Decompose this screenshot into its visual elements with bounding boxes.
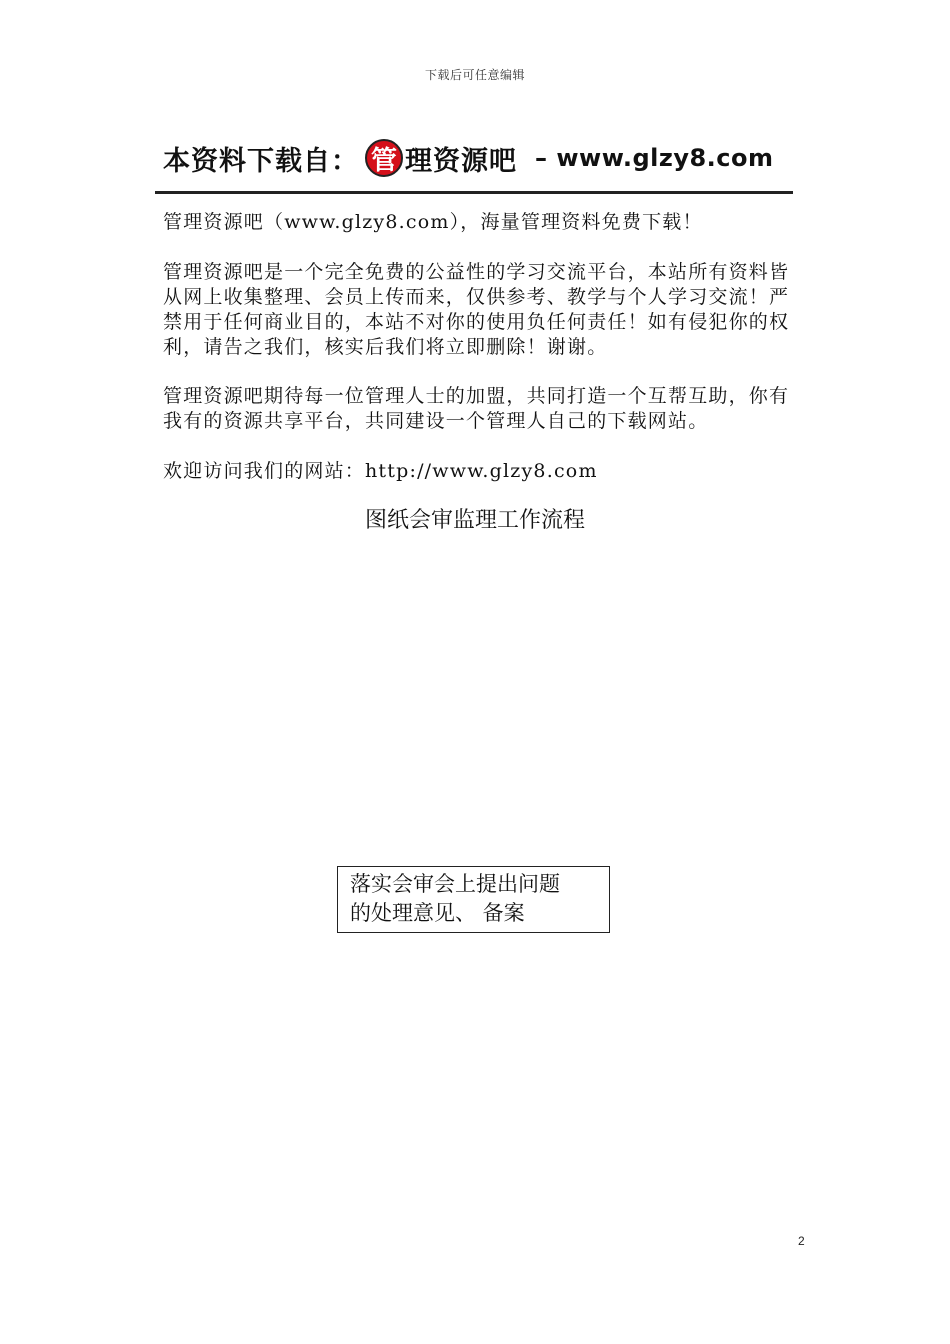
header-note: 下载后可任意编辑 — [424, 68, 525, 82]
download-banner — [163, 136, 774, 180]
intro-paragraph-3: 管理资源吧期待每一位管理人士的加盟，共同打造一个互帮互助，你有我有的资源共享平台，共同建设一个管理人自己的下载网站。 — [163, 385, 790, 432]
flowchart-step-box: 落实会审会上提出问题 的处理意见、 备案 — [337, 866, 610, 933]
site-logo-icon: 管 — [365, 139, 403, 177]
document-title: 图纸会审监理工作流程 — [364, 508, 585, 533]
intro-paragraph-2: 管理资源吧是一个完全免费的公益性的学习交流平台，本站所有资料皆从网上收集整理、会员上传而来，仅供参考、教学与个人学习交流！严禁用于任何商业目的，本站不对你的使用负任何责任！如有侵犯你的权利，请告之我们，核实后我们将立即删除！谢谢。 — [163, 261, 790, 358]
banner-url[interactable]: – www.glzy8.com — [535, 144, 774, 172]
intro-paragraph-4: 欢迎访问我们的网站：http://www.glzy8.com — [163, 460, 598, 482]
banner-divider — [155, 191, 793, 194]
banner-site-name: 理资源吧 — [405, 145, 517, 177]
intro-paragraph-1: 管理资源吧（www.glzy8.com），海量管理资料免费下载！ — [163, 211, 703, 233]
banner-label: 本资料下载自： — [163, 145, 359, 177]
page-number: 2 — [798, 1234, 805, 1248]
